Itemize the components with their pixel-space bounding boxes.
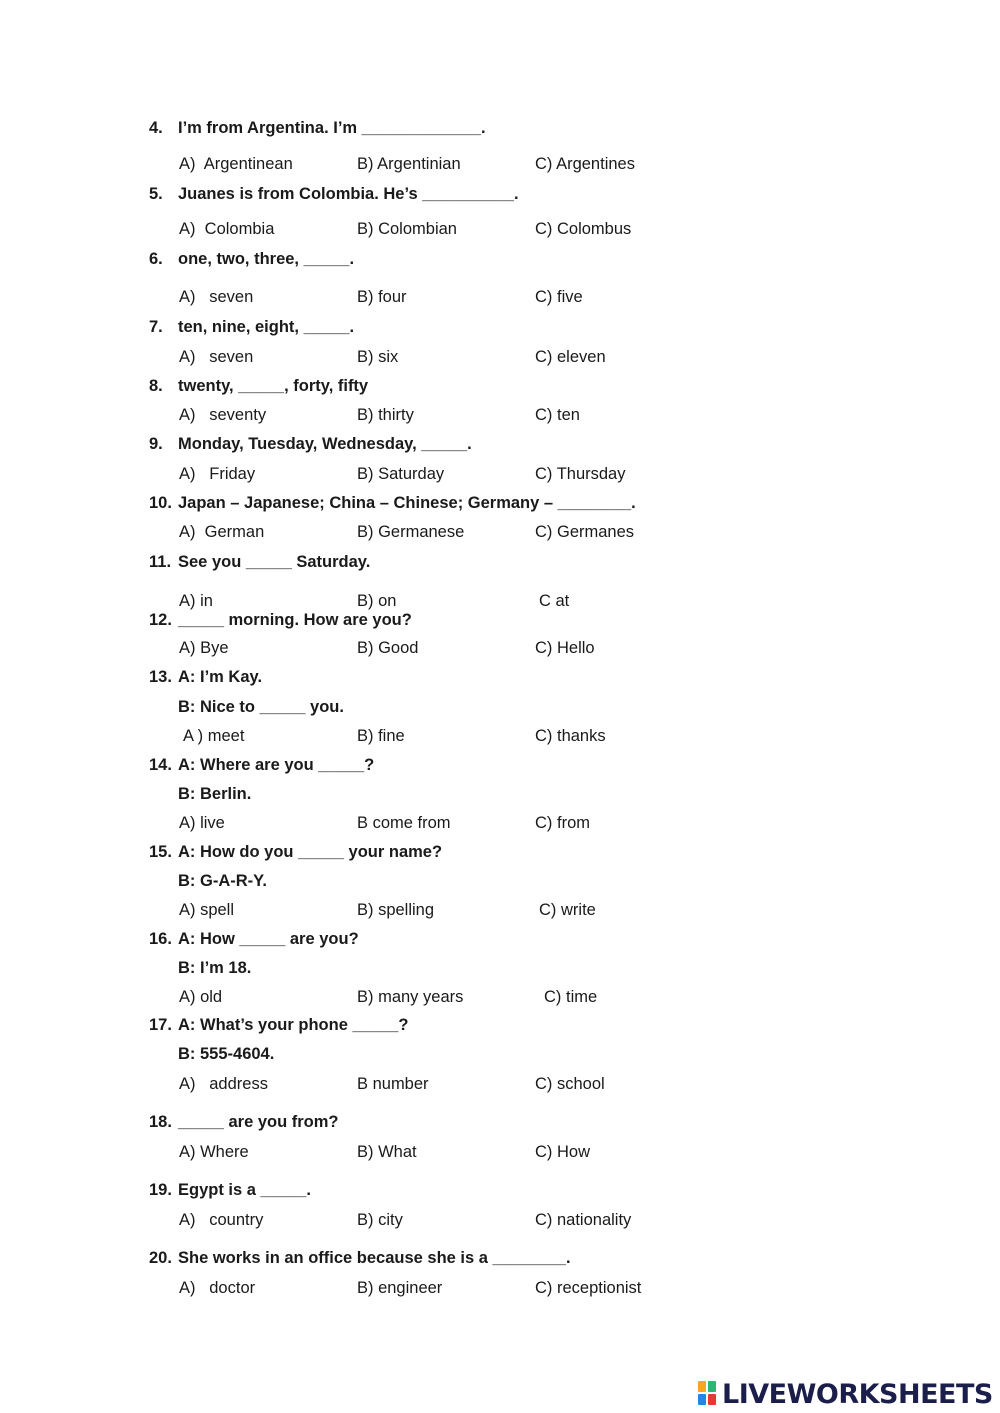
answer-options xyxy=(0,217,1000,241)
question-line xyxy=(0,1013,1000,1037)
answer-option-a[interactable]: A) address xyxy=(179,1075,268,1093)
answer-option-a[interactable]: A) seventy xyxy=(179,406,267,424)
answer-option-a[interactable]: A) doctor xyxy=(179,1279,256,1297)
question-text: A: How _____ are you? xyxy=(178,930,359,948)
question-line xyxy=(0,116,1000,140)
answer-option-a[interactable]: A) Argentinean xyxy=(179,155,293,173)
question-text: Japan – Japanese; China – Chinese; Germany – ________. xyxy=(178,494,636,512)
answer-option-c[interactable]: C) How xyxy=(535,1143,591,1161)
answer-options xyxy=(0,1276,1000,1300)
answer-option-c[interactable]: C) write xyxy=(539,901,596,919)
answer-option-c[interactable]: C) receptionist xyxy=(535,1279,642,1297)
question-text: A: How do you _____ your name? xyxy=(178,843,443,861)
question-text: _____ are you from? xyxy=(178,1113,339,1131)
question-text: B: Berlin. xyxy=(178,785,252,803)
question-text: one, two, three, _____. xyxy=(178,250,355,268)
answer-options xyxy=(0,462,1000,486)
answer-option-b[interactable]: B) thirty xyxy=(357,406,414,424)
answer-options xyxy=(0,724,1000,748)
question-line xyxy=(0,753,1000,777)
liveworksheets-logo xyxy=(698,1377,993,1411)
question-text: A: What’s your phone _____? xyxy=(178,1016,409,1034)
answer-option-c[interactable]: C) five xyxy=(535,288,583,306)
question-line xyxy=(0,491,1000,515)
question-text: B: Nice to _____ you. xyxy=(178,698,344,716)
answer-option-c[interactable]: C) from xyxy=(535,814,590,832)
answer-option-c[interactable]: C) ten xyxy=(535,406,580,424)
question-response-line xyxy=(0,782,1000,806)
question-number: 10. xyxy=(149,494,172,512)
question-line xyxy=(0,247,1000,271)
answer-option-c[interactable]: C) school xyxy=(535,1075,605,1093)
question-line xyxy=(0,665,1000,689)
question-number: 8. xyxy=(149,377,163,395)
answer-option-b[interactable]: B) engineer xyxy=(357,1279,443,1297)
question-number: 6. xyxy=(149,250,163,268)
answer-option-c[interactable]: C) Thursday xyxy=(535,465,626,483)
answer-option-b[interactable]: B) Argentinian xyxy=(357,155,461,173)
question-number: 18. xyxy=(149,1113,172,1131)
answer-option-a[interactable]: A) Where xyxy=(179,1143,249,1161)
question-line xyxy=(0,432,1000,456)
question-line xyxy=(0,374,1000,398)
question-text: A: I’m Kay. xyxy=(178,668,263,686)
question-number: 17. xyxy=(149,1016,172,1034)
question-text: B: G-A-R-Y. xyxy=(178,872,267,890)
question-number: 7. xyxy=(149,318,163,336)
question-response-line xyxy=(0,956,1000,980)
question-line xyxy=(0,182,1000,206)
answer-option-b[interactable]: B) Germanese xyxy=(357,523,465,541)
question-line xyxy=(0,927,1000,951)
answer-options xyxy=(0,520,1000,544)
answer-option-a[interactable]: A) old xyxy=(179,988,223,1006)
answer-option-a[interactable]: A) German xyxy=(179,523,265,541)
question-line xyxy=(0,608,1000,632)
question-number: 13. xyxy=(149,668,172,686)
answer-option-c[interactable]: C) eleven xyxy=(535,348,606,366)
answer-options xyxy=(0,898,1000,922)
question-response-line xyxy=(0,869,1000,893)
answer-option-a[interactable]: A ) meet xyxy=(183,727,245,745)
answer-option-c[interactable]: C) nationality xyxy=(535,1211,632,1229)
question-text: ten, nine, eight, _____. xyxy=(178,318,355,336)
question-number: 5. xyxy=(149,185,163,203)
question-text: A: Where are you _____? xyxy=(178,756,375,774)
answer-option-c[interactable]: C) Germanes xyxy=(535,523,635,541)
answer-options xyxy=(0,345,1000,369)
answer-option-b[interactable]: B) Colombian xyxy=(357,220,457,238)
answer-option-a[interactable]: A) seven xyxy=(179,348,254,366)
answer-option-b[interactable]: B) city xyxy=(357,1211,403,1229)
question-line xyxy=(0,315,1000,339)
question-number: 4. xyxy=(149,119,163,137)
answer-option-c[interactable]: C at xyxy=(539,592,570,610)
question-line xyxy=(0,1178,1000,1202)
answer-option-b[interactable]: B) fine xyxy=(357,727,405,745)
answer-option-a[interactable]: A) in xyxy=(179,592,213,610)
answer-option-b[interactable]: B) Saturday xyxy=(357,465,445,483)
answer-option-b[interactable]: B) Good xyxy=(357,639,419,657)
question-line xyxy=(0,1246,1000,1270)
question-text: _____ morning. How are you? xyxy=(178,611,412,629)
question-text: Egypt is a _____. xyxy=(178,1181,311,1199)
answer-options xyxy=(0,1140,1000,1164)
answer-option-c[interactable]: C) Colombus xyxy=(535,220,632,238)
answer-option-a[interactable]: A) Colombia xyxy=(179,220,275,238)
answer-options xyxy=(0,1208,1000,1232)
answer-option-b[interactable]: B come from xyxy=(357,814,451,832)
question-text: She works in an office because she is a ________. xyxy=(178,1249,571,1267)
question-text: twenty, _____, forty, fifty xyxy=(178,377,369,395)
answer-option-b[interactable]: B) What xyxy=(357,1143,417,1161)
answer-option-b[interactable]: B) six xyxy=(357,348,399,366)
question-text: B: I’m 18. xyxy=(178,959,252,977)
answer-option-b[interactable]: B) on xyxy=(357,592,397,610)
answer-options xyxy=(0,985,1000,1009)
answer-option-b[interactable]: B) spelling xyxy=(357,901,435,919)
answer-options xyxy=(0,403,1000,427)
question-number: 11. xyxy=(149,553,172,571)
question-number: 9. xyxy=(149,435,163,453)
question-number: 20. xyxy=(149,1249,172,1267)
answer-option-c[interactable]: C) time xyxy=(544,988,598,1006)
question-number: 19. xyxy=(149,1181,172,1199)
liveworksheets-logo-mark xyxy=(698,1381,720,1407)
answer-option-b[interactable]: B number xyxy=(357,1075,429,1093)
answer-option-c[interactable]: C) thanks xyxy=(535,727,606,745)
answer-option-b[interactable]: B) many years xyxy=(357,988,464,1006)
answer-option-c[interactable]: C) Argentines xyxy=(535,155,635,173)
question-text: See you _____ Saturday. xyxy=(178,553,371,571)
question-text: Monday, Tuesday, Wednesday, _____. xyxy=(178,435,472,453)
question-line xyxy=(0,1110,1000,1134)
question-text: Juanes is from Colombia. He’s __________. xyxy=(178,185,519,203)
answer-option-a[interactable]: A) live xyxy=(179,814,225,832)
answer-options xyxy=(0,285,1000,309)
answer-option-a[interactable]: A) Friday xyxy=(179,465,256,483)
question-number: 14. xyxy=(149,756,172,774)
question-response-line xyxy=(0,1042,1000,1066)
question-number: 12. xyxy=(149,611,172,629)
answer-options xyxy=(0,811,1000,835)
answer-options xyxy=(0,1072,1000,1096)
question-line xyxy=(0,550,1000,574)
answer-option-a[interactable]: A) spell xyxy=(179,901,235,919)
liveworksheets-logo-text: LIVEWORKSHEETS xyxy=(722,1378,993,1410)
answer-option-a[interactable]: A) seven xyxy=(179,288,254,306)
answer-option-b[interactable]: B) four xyxy=(357,288,407,306)
question-number: 15. xyxy=(149,843,172,861)
answer-option-a[interactable]: A) Bye xyxy=(179,639,229,657)
answer-options xyxy=(0,152,1000,176)
question-number: 16. xyxy=(149,930,172,948)
question-response-line xyxy=(0,695,1000,719)
answer-option-c[interactable]: C) Hello xyxy=(535,639,595,657)
answer-option-a[interactable]: A) country xyxy=(179,1211,264,1229)
question-text: B: 555-4604. xyxy=(178,1045,275,1063)
answer-options xyxy=(0,636,1000,660)
question-line xyxy=(0,840,1000,864)
question-text: I’m from Argentina. I’m _____________. xyxy=(178,119,486,137)
